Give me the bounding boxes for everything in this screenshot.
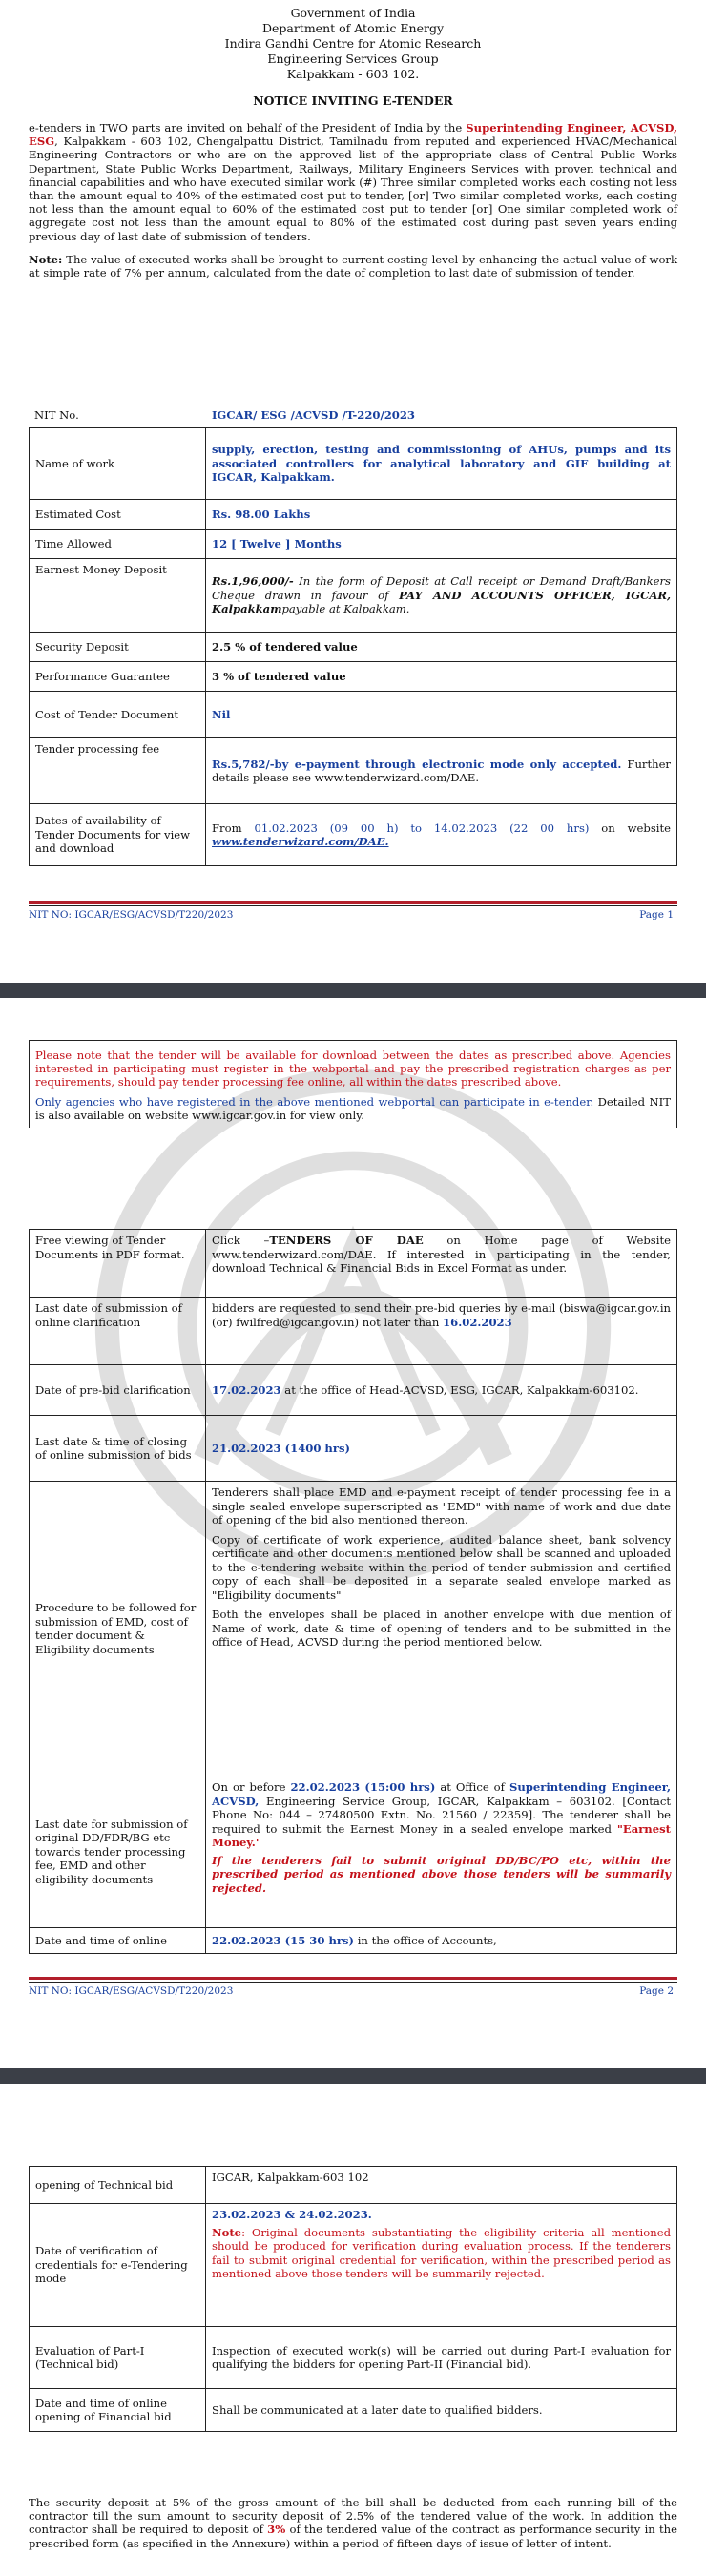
availability-dates: 01.02.2023 (09 00 h) to 14.02.2023 (22 00 hrs) xyxy=(254,821,590,835)
footer-rule-thin xyxy=(29,905,677,906)
emd-value: Rs.1,96,000/- In the form of Deposit at Call receipt or Demand Draft/Bankers Cheque drawn in favour of PAY AND ACCOUNTS OFFICER, IGCAR, Kalpakkampayable at Kalpakkam. xyxy=(206,559,677,633)
clarification-date: 16.02.2023 xyxy=(443,1315,512,1329)
evaluation-table xyxy=(29,2166,677,2432)
procedure-value xyxy=(206,1482,677,1776)
document-cost-value: Nil xyxy=(206,692,677,738)
processing-fee-value: Rs.5,782/-by e-payment through electronic mode only accepted. Further details please see www.tenderwizard.com/DAE. xyxy=(206,738,677,804)
table-row xyxy=(30,559,677,633)
security-deposit-label: Security Deposit xyxy=(30,633,206,662)
page-separator xyxy=(0,983,706,998)
rejection-warning: If the tenderers fail to submit original DD/BC/PO etc, within the prescribed period as mentioned above those tenders will be summarily rejected. xyxy=(212,1853,671,1895)
clarification-value: bidders are requested to send their pre-bid queries by e-mail (biswa@igcar.gov.in (or) fwilfred@igcar.gov.in) not later than 16.02.2023 xyxy=(206,1298,677,1365)
nit-label: NIT No. xyxy=(34,408,79,422)
footer xyxy=(29,1985,677,1997)
table-row xyxy=(30,1365,677,1416)
download-notice-box xyxy=(29,1040,677,1128)
page-separator xyxy=(0,2068,706,2084)
closing-label: Last date & time of closing of online submission of bids xyxy=(30,1416,206,1482)
technical-bid-value: IGCAR, Kalpakkam-603 102 xyxy=(206,2167,677,2204)
tender-details-table xyxy=(29,427,677,866)
original-submission-office: Superintending Engineer, ACVSD, xyxy=(212,1780,671,1808)
online-opening-label: Date and time of online xyxy=(30,1928,206,1954)
processing-fee-label: Tender processing fee xyxy=(30,738,206,804)
verification-dates: 23.02.2023 & 24.02.2023. xyxy=(212,2208,372,2221)
free-viewing-value: Click –TENDERS OF DAE on Home page of Website www.tenderwizard.com/DAE. If interested in participating in the tender, download Technical & Financial Bids in Excel Format as under. xyxy=(206,1230,677,1298)
time-allowed-label: Time Allowed xyxy=(30,530,206,559)
table-row xyxy=(30,1298,677,1365)
free-viewing-label: Free viewing of Tender Documents in PDF format. xyxy=(30,1230,206,1298)
original-submission-label: Last date for submission of original DD/FDR/BG etc towards tender processing fee, EMD and other eligibility documents xyxy=(30,1776,206,1928)
security-deposit-paragraph: The security deposit at 5% of the gross amount of the bill shall be deducted from each running bill of the contractor till the sum amount to security deposit of 2.5% of the tendered value of the work. In addition the contractor shall be required to deposit of 3% of the tendered value of the contract as performance security in the prescribed form (as specified in the Annexure) within a period of fifteen days of issue of letter of intent. xyxy=(29,2496,677,2550)
table-row xyxy=(30,692,677,738)
footer-nit: NIT NO: IGCAR/ESG/ACVSD/T220/2023 xyxy=(29,909,234,921)
financial-bid-label: Date and time of online opening of Financial bid xyxy=(30,2389,206,2432)
schedule-table xyxy=(29,1229,677,1954)
verification-label: Date of verification of credentials for e-Tendering mode xyxy=(30,2204,206,2327)
table-row xyxy=(30,1230,677,1298)
performance-percent: 3% xyxy=(267,2523,286,2537)
clarification-label: Last date of submission of online clarification xyxy=(30,1298,206,1365)
prebid-value: 17.02.2023 at the office of Head-ACVSD, ESG, IGCAR, Kalpakkam-603102. xyxy=(206,1365,677,1416)
footer xyxy=(29,909,677,921)
financial-bid-value: Shall be communicated at a later date to qualified bidders. xyxy=(206,2389,677,2432)
table-row xyxy=(30,2167,677,2204)
tenders-of-dae: TENDERS OF DAE xyxy=(269,1234,424,1247)
document-cost-label: Cost of Tender Document xyxy=(30,692,206,738)
verification-value xyxy=(206,2204,677,2327)
table-row xyxy=(30,1416,677,1482)
header-department: Department of Atomic Energy xyxy=(261,21,445,35)
emd-payee: PAY AND ACCOUNTS OFFICER, IGCAR, Kalpakkam xyxy=(212,588,671,616)
table-row xyxy=(30,2204,677,2327)
tenderwizard-link[interactable]: www.tenderwizard.com/DAE. xyxy=(212,835,389,848)
security-deposit-value: 2.5 % of tendered value xyxy=(206,633,677,662)
online-opening-value: 22.02.2023 (15 30 hrs) in the office of Accounts, xyxy=(206,1928,677,1954)
table-row xyxy=(30,500,677,530)
issuing-officer: Superintending Engineer, ACVSD, ESG xyxy=(29,121,677,149)
earnest-money-marking: "Earnest Money.' xyxy=(212,1821,671,1849)
page-2 xyxy=(0,1040,706,1997)
evaluation-value: Inspection of executed work(s) will be carried out during Part-I evaluation for qualifying the bidders for opening Part-II (Financial bid). xyxy=(206,2327,677,2389)
registration-notice: Only agencies who have registered in the above mentioned webportal can participate in e-tender. Detailed NIT is also available on website www.igcar.gov.in for view only. xyxy=(35,1094,671,1122)
performance-guarantee-label: Performance Guarantee xyxy=(30,662,206,692)
header-group: Engineering Services Group xyxy=(267,52,439,66)
page-number: Page 1 xyxy=(639,909,674,921)
note-label: Note: xyxy=(29,252,63,266)
table-row xyxy=(30,1776,677,1928)
name-of-work-label: Name of work xyxy=(30,428,206,500)
nit-value: IGCAR/ ESG /ACVSD /T-220/2023 xyxy=(212,408,415,422)
evaluation-label: Evaluation of Part-I (Technical bid) xyxy=(30,2327,206,2389)
procedure-step-1: Tenderers shall place EMD and e-payment receipt of tender processing fee in a single sealed envelope superscripted as "EMD" with name of work and due date of opening of the bid also mentioned thereon. xyxy=(212,1485,671,1527)
processing-fee-amount: Rs.5,782/-by e-payment through electronic mode only accepted. xyxy=(212,757,622,771)
table-row xyxy=(30,662,677,692)
page-3 xyxy=(0,2166,706,2576)
table-row xyxy=(30,1928,677,1954)
header-address: Kalpakkam - 603 102. xyxy=(286,67,420,81)
intro-paragraph: e-tenders in TWO parts are invited on behalf of the President of India by the Superintending Engineer, ACVSD, ESG, Kalpakkam - 603 102, Chengalpattu District, Tamilnadu from reputed and experienced HVAC/Mechanical Engineering Contractors or who are on the approved list of the appropriate class of Central Public Works Department, State Public Works Department, Railways, Military Engineers Services with proven technical and financial capabilities and who have executed similar work (#) Three similar completed works each costing not less than the amount equal to 40% of the estimated cost put to tender, [or] Two similar completed works, each costing not less than the amount equal to 60% of the estimated cost put to tender [or] One similar completed work of aggregate cost not less than the amount equal to 80% of the estimated cost during past seven years ending previous day of last date of submission of tenders. xyxy=(29,121,677,243)
footer-nit: NIT NO: IGCAR/ESG/ACVSD/T220/2023 xyxy=(29,1985,234,1997)
table-row xyxy=(30,804,677,866)
online-opening-date: 22.02.2023 (15 30 hrs) xyxy=(212,1933,355,1947)
page-1 xyxy=(0,0,706,964)
table-row xyxy=(30,633,677,662)
header-centre: Indira Gandhi Centre for Atomic Research xyxy=(224,36,482,51)
procedure-step-2: Copy of certificate of work experience, audited balance sheet, bank solvency certificate and other documents mentioned below shall be scanned and uploaded to the e-tendering website within the period of tender submission and certified copy of each shall be deposited in a separate sealed envelope marked as "Eligibility documents" xyxy=(212,1532,671,1602)
name-of-work-value: supply, erection, testing and commissioning of AHUs, pumps and its associated controllers for analytical laboratory and GIF building at IGCAR, Kalpakkam. xyxy=(206,428,677,500)
table-row xyxy=(30,2389,677,2432)
prebid-label: Date of pre-bid clarification xyxy=(30,1365,206,1416)
page-number: Page 2 xyxy=(639,1985,674,1997)
page-title: NOTICE INVITING E-TENDER xyxy=(253,93,453,108)
estimated-cost-label: Estimated Cost xyxy=(30,500,206,530)
time-allowed-value: 12 [ Twelve ] Months xyxy=(206,530,677,559)
footer-rule xyxy=(29,1977,677,1980)
procedure-label: Procedure to be followed for submission of EMD, cost of tender document & Eligibility documents xyxy=(30,1482,206,1776)
prebid-date: 17.02.2023 xyxy=(212,1382,281,1397)
availability-value: From 01.02.2023 (09 00 h) to 14.02.2023 (22 00 hrs) on website www.tenderwizard.com/DAE. xyxy=(206,804,677,866)
note-paragraph: Note: The value of executed works shall be brought to current costing level by enhancing the actual value of work at simple rate of 7% per annum, calculated from the date of completion to last date of submission of tender. xyxy=(29,252,677,280)
closing-value: 21.02.2023 (1400 hrs) xyxy=(206,1416,677,1482)
header-government: Government of India xyxy=(290,6,416,20)
performance-guarantee-value: 3 % of tendered value xyxy=(206,662,677,692)
download-notice: Please note that the tender will be available for download between the dates as prescribed above. Agencies interested in participating must register in the webportal and pay the prescribed registration charges as per requirements, should pay tender processing fee online, all within the dates prescribed above. xyxy=(35,1049,671,1090)
emd-amount: Rs.1,96,000/- xyxy=(212,574,294,589)
footer-rule xyxy=(29,901,677,904)
table-row xyxy=(30,1482,677,1776)
technical-bid-label: opening of Technical bid xyxy=(30,2167,206,2204)
availability-label: Dates of availability of Tender Documents for view and download xyxy=(30,804,206,866)
emd-label: Earnest Money Deposit xyxy=(30,559,206,633)
table-row xyxy=(30,738,677,804)
original-submission-date: 22.02.2023 (15:00 hrs) xyxy=(290,1780,436,1794)
original-submission-value: On or before 22.02.2023 (15:00 hrs) at Office of Superintending Engineer, ACVSD, Engineering Service Group, IGCAR, Kalpakkam – 603102. [Contact Phone No: 044 – 27480500 Extn. No. 21560 / 22359]. The tenderer shall be required to submit the Earnest Money in a sealed envelope marked "Earnest Money.' If the tenderers fail to submit original DD/BC/PO etc, within the prescribed period as mentioned above those tenders will be summarily rejected. xyxy=(206,1776,677,1928)
estimated-cost-value: Rs. 98.00 Lakhs xyxy=(206,500,677,530)
table-row xyxy=(30,428,677,500)
letterhead xyxy=(0,6,706,82)
footer-rule-thin xyxy=(29,1982,677,1983)
procedure-step-3: Both the envelopes shall be placed in another envelope with due mention of Name of work, date & time of opening of tenders and to be submitted in the office of Head, ACVSD during the period mentioned below. xyxy=(212,1608,671,1649)
verification-note: Note: Original documents substantiating the eligibility criteria all mentioned should be produced for verification during evaluation process. If the tenderers fail to submit original credential for verification, within the prescribed period as mentioned above those tenders will be summarily rejected. xyxy=(212,2225,671,2280)
table-row xyxy=(30,530,677,559)
table-row xyxy=(30,2327,677,2389)
